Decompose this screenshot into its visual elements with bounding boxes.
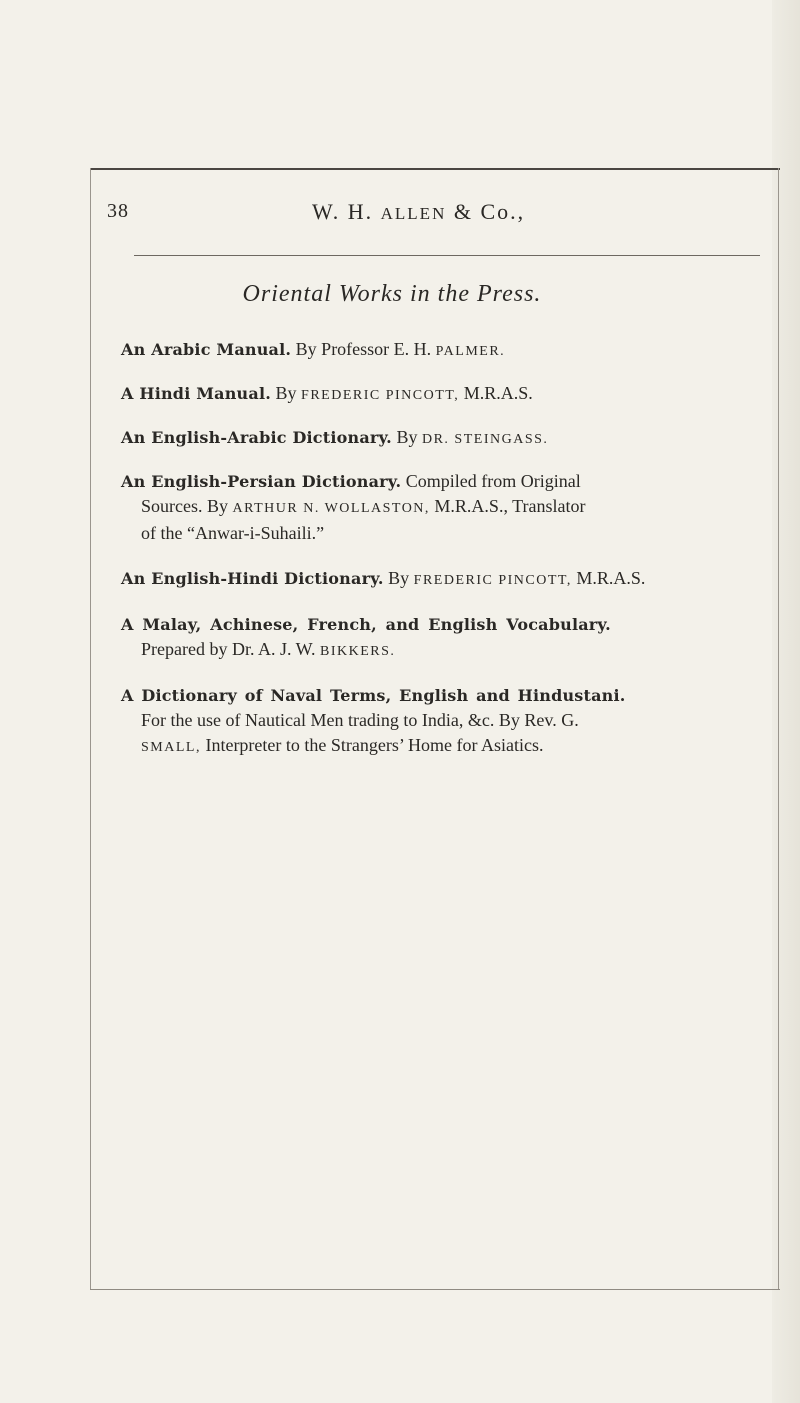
publisher-name: ALLEN	[380, 204, 447, 223]
entry-author: BIKKERS.	[320, 644, 396, 659]
entry-text: M.R.A.S., Translator	[434, 496, 586, 516]
entry-title: An English-Hindi Dictionary.	[121, 569, 384, 588]
entry-text: By	[388, 568, 410, 588]
entry-title: A Hindi Manual.	[121, 384, 272, 403]
entry-author: PALMER.	[435, 344, 506, 359]
list-item	[121, 381, 761, 408]
entry-text: of the “Anwar-i-Suhaili.”	[141, 523, 325, 543]
publisher-initials: W. H.	[312, 199, 374, 224]
frame-right-rule	[778, 168, 779, 1290]
frame-left-rule	[90, 168, 91, 1290]
entry-author: DR. STEINGASS.	[421, 432, 549, 447]
entry-text: For the use of Nautical Men trading to India, &c. By Rev. G.	[141, 710, 579, 730]
header-rule	[134, 255, 760, 256]
section-title: Oriental Works in the Press.	[242, 281, 542, 307]
page-number: 38	[107, 200, 129, 222]
entry-title: An Arabic Manual.	[121, 340, 292, 359]
page-edge	[772, 0, 800, 1403]
list-item	[121, 612, 761, 664]
list-item	[121, 425, 761, 452]
publisher-suffix: & Co.,	[453, 199, 526, 224]
list-item	[121, 566, 761, 593]
entry-text: By Professor E. H.	[295, 339, 432, 359]
entry-author: FREDERIC PINCOTT,	[301, 388, 460, 403]
entry-text: By	[396, 427, 418, 447]
entry-text: By	[275, 383, 297, 403]
entry-text: Sources. By	[141, 496, 228, 516]
entry-credential: M.R.A.S.	[576, 568, 646, 588]
entry-list	[121, 337, 761, 760]
entry-author: FREDERIC PINCOTT,	[413, 573, 572, 588]
list-item	[121, 337, 761, 364]
entry-title: A Malay, Achinese, French, and English Vocabulary.	[121, 615, 611, 634]
entry-text: Interpreter to the Strangers’ Home for Asiatics.	[205, 735, 544, 755]
entry-title: A Dictionary of Naval Terms, English and Hindustani.	[121, 686, 626, 705]
entry-title: An English-Arabic Dictionary.	[121, 428, 392, 447]
entry-text: Compiled from Original	[405, 471, 581, 491]
entry-credential: M.R.A.S.	[463, 383, 533, 403]
frame-top-rule	[90, 168, 780, 170]
entry-text: Prepared by Dr. A. J. W.	[141, 639, 316, 659]
list-item	[121, 683, 761, 760]
entry-author: SMALL,	[141, 740, 201, 755]
list-item	[121, 469, 761, 546]
entry-title: An English-Persian Dictionary.	[121, 472, 402, 491]
running-head	[312, 199, 525, 225]
entry-author: ARTHUR N. WOLLASTON,	[232, 501, 430, 516]
frame-bottom-rule	[90, 1289, 780, 1290]
